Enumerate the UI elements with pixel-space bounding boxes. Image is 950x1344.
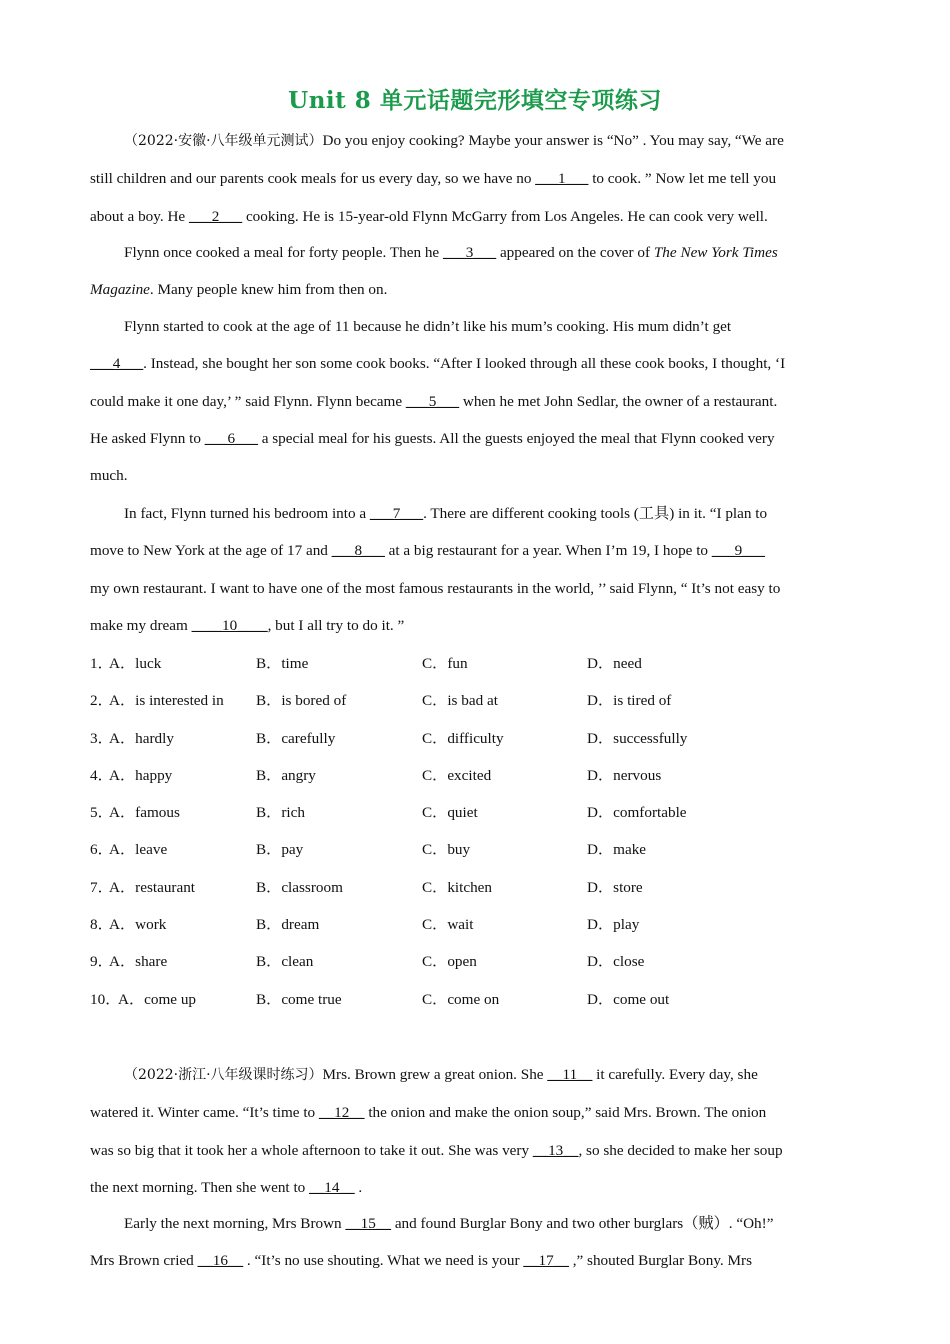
blank-4: ___4___ <box>90 355 144 373</box>
text-line: much. <box>90 467 128 485</box>
option-row: 7． A．restaurant B．classroom C．kitchen D．store <box>90 869 860 906</box>
option-d: D．nervous <box>587 766 662 784</box>
text-line: Mrs Brown cried __16__ . “It’s no use shouting. What we need is your __17__ ,” shouted Burglar Bony. Mrs <box>90 1252 753 1270</box>
text-line: was so big that it took her a whole afternoon to take it out. She was very __13__, so she decided to make her soup <box>90 1141 783 1159</box>
source-label: （2022·浙江·八年级课时练习） <box>124 1067 323 1083</box>
option-d: D．store <box>587 878 643 896</box>
blank-2: ___2___ <box>188 207 243 225</box>
option-b: B．come true <box>256 990 342 1008</box>
blank-5: ___5___ <box>405 392 460 410</box>
option-c: C．wait <box>422 916 474 934</box>
option-row: 1． A．luck B．time C．fun D．need <box>90 645 860 682</box>
option-row: 2． A．is interested in B．is bored of C．is bad at D．is tired of <box>90 682 860 719</box>
option-c: C．open <box>422 953 477 971</box>
option-a: A．leave <box>109 841 168 859</box>
text-line: He asked Flynn to ___6___ a special meal for his guests. All the guests enjoyed the meal that Flynn cooked very <box>90 429 775 447</box>
text-line: could make it one day,’ ” said Flynn. Flynn became ___5___ when he met John Sedlar, the owner of a restaurant. <box>90 392 778 410</box>
blank-13: __13__ <box>532 1141 579 1159</box>
option-a: A．famous <box>109 804 180 822</box>
blank-9: ___9___ <box>711 542 765 560</box>
option-c: C．fun <box>422 655 468 672</box>
option-row: 8． A．work B．dream C．wait D．play <box>90 906 860 943</box>
option-a: A．restaurant <box>109 878 196 896</box>
option-b: B．carefully <box>256 729 336 747</box>
text-line: still children and our parents cook meals for us every day, so we have no ___1___ to cook. ” Now let me tell you <box>90 170 777 188</box>
passage2-paragraph2 <box>90 1205 860 1280</box>
option-d: D．play <box>587 916 640 934</box>
option-row: 5． A．famous B．rich C．quiet D．comfortable <box>90 794 860 831</box>
text-line: （2022·安徽·八年级单元测试）Do you enjoy cooking? Maybe your answer is “No” . You may say, “We are <box>124 132 784 149</box>
passage1-paragraph4 <box>90 495 860 644</box>
option-row: 3． A．hardly B．carefully C．difficulty D．successfully <box>90 720 860 757</box>
blank-6: ___6___ <box>204 429 258 447</box>
option-c: C．kitchen <box>422 878 493 896</box>
blank-1: ___1___ <box>535 170 589 188</box>
page-title: Unit 8 单元话题完形填空专项练习 <box>288 87 662 114</box>
text-line: about a boy. He ___2___ cooking. He is 15-year-old Flynn McGarry from Los Angeles. He can cook very well. <box>90 207 768 225</box>
blank-10: ____10____ <box>191 616 268 634</box>
text-line: Magazine. Many people knew him from then on. <box>90 281 388 299</box>
option-d: D．is tired of <box>587 692 672 710</box>
option-b: B．rich <box>256 804 305 822</box>
text-line: Flynn once cooked a meal for forty people. Then he ___3___ appeared on the cover of The New York Times <box>124 244 778 261</box>
text-line: Early the next morning, Mrs Brown __15__ and found Burglar Bony and two other burglars（贼）. “Oh!” <box>124 1215 774 1232</box>
option-b: B．clean <box>256 953 314 971</box>
text-line: Flynn started to cook at the age of 11 because he didn’t like his mum’s cooking. His mum didn’t get <box>124 318 732 335</box>
option-row: 4． A．happy B．angry C．excited D．nervous <box>90 757 860 794</box>
option-a: A．work <box>109 916 167 934</box>
option-c: C．excited <box>422 766 492 784</box>
option-d: D．successfully <box>587 729 688 747</box>
option-c: C．quiet <box>422 804 478 822</box>
blank-12: __12__ <box>318 1104 365 1122</box>
text-line: ___4___. Instead, she bought her son some cook books. “After I looked through all these cook books, I thought, ‘I <box>90 355 786 373</box>
option-d: D．come out <box>587 990 670 1008</box>
blank-15: __15__ <box>345 1215 392 1232</box>
option-d: D．need <box>587 655 642 672</box>
option-b: B．is bored of <box>256 692 347 710</box>
option-d: D．make <box>587 841 647 859</box>
text-line: move to New York at the age of 17 and ___8___ at a big restaurant for a year. When I’m 19, I hope to ___9___ <box>90 542 765 560</box>
option-b: B．angry <box>256 766 316 784</box>
option-d: D．close <box>587 953 645 971</box>
option-b: B．pay <box>256 841 304 859</box>
magazine-title: The New York Times <box>653 244 778 261</box>
passage1-paragraph1 <box>90 122 860 235</box>
blank-8: ___8___ <box>331 542 385 560</box>
option-a: A．hardly <box>109 729 174 747</box>
text-line: watered it. Winter came. “It’s time to __12__ the onion and make the onion soup,” said Mrs. Brown. The onion <box>90 1104 767 1122</box>
option-c: C．come on <box>422 990 500 1008</box>
option-a: A．share <box>109 953 168 971</box>
blank-3: ___3___ <box>442 244 497 261</box>
passage1-paragraph2 <box>90 234 860 309</box>
text-line: make my dream ____10____, but I all try to do it. ” <box>90 616 405 634</box>
source-label: （2022·安徽·八年级单元测试） <box>124 133 323 149</box>
option-a: A．come up <box>118 990 197 1008</box>
blank-7: ___7___ <box>369 505 424 522</box>
option-c: C．buy <box>422 841 471 859</box>
option-row: 9． A．share B．clean C．open D．close <box>90 943 860 980</box>
option-b: B．time <box>256 655 309 672</box>
blank-11: __11__ <box>547 1066 593 1083</box>
option-c: C．difficulty <box>422 729 504 747</box>
option-a: A．is interested in <box>109 692 224 710</box>
option-row: 10． A．come up B．come true C．come on D．come out <box>90 981 860 1018</box>
option-a: A．luck <box>109 655 162 672</box>
option-a: A．happy <box>109 766 173 784</box>
options-list <box>90 645 860 1018</box>
passage2-paragraph1 <box>90 1056 860 1206</box>
text-line: my own restaurant. I want to have one of the most famous restaurants in the world, ’’ said Flynn, “ It’s not easy to <box>90 579 781 597</box>
option-d: D．comfortable <box>587 804 687 822</box>
text-line: the next morning. Then she went to __14__ . <box>90 1178 363 1196</box>
blank-14: __14__ <box>309 1178 355 1196</box>
blank-16: __16__ <box>197 1252 244 1270</box>
text-line: （2022·浙江·八年级课时练习）Mrs. Brown grew a great onion. She __11__ it carefully. Every day, she <box>124 1066 758 1083</box>
text-line: In fact, Flynn turned his bedroom into a ___7___. There are different cooking tools (工具) in it. “I plan to <box>124 505 768 522</box>
passage1-paragraph3 <box>90 308 860 494</box>
blank-17: __17__ <box>523 1252 569 1270</box>
option-b: B．dream <box>256 916 320 934</box>
option-row: 6． A．leave B．pay C．buy D．make <box>90 831 860 868</box>
option-c: C．is bad at <box>422 692 498 710</box>
option-b: B．classroom <box>256 878 343 896</box>
